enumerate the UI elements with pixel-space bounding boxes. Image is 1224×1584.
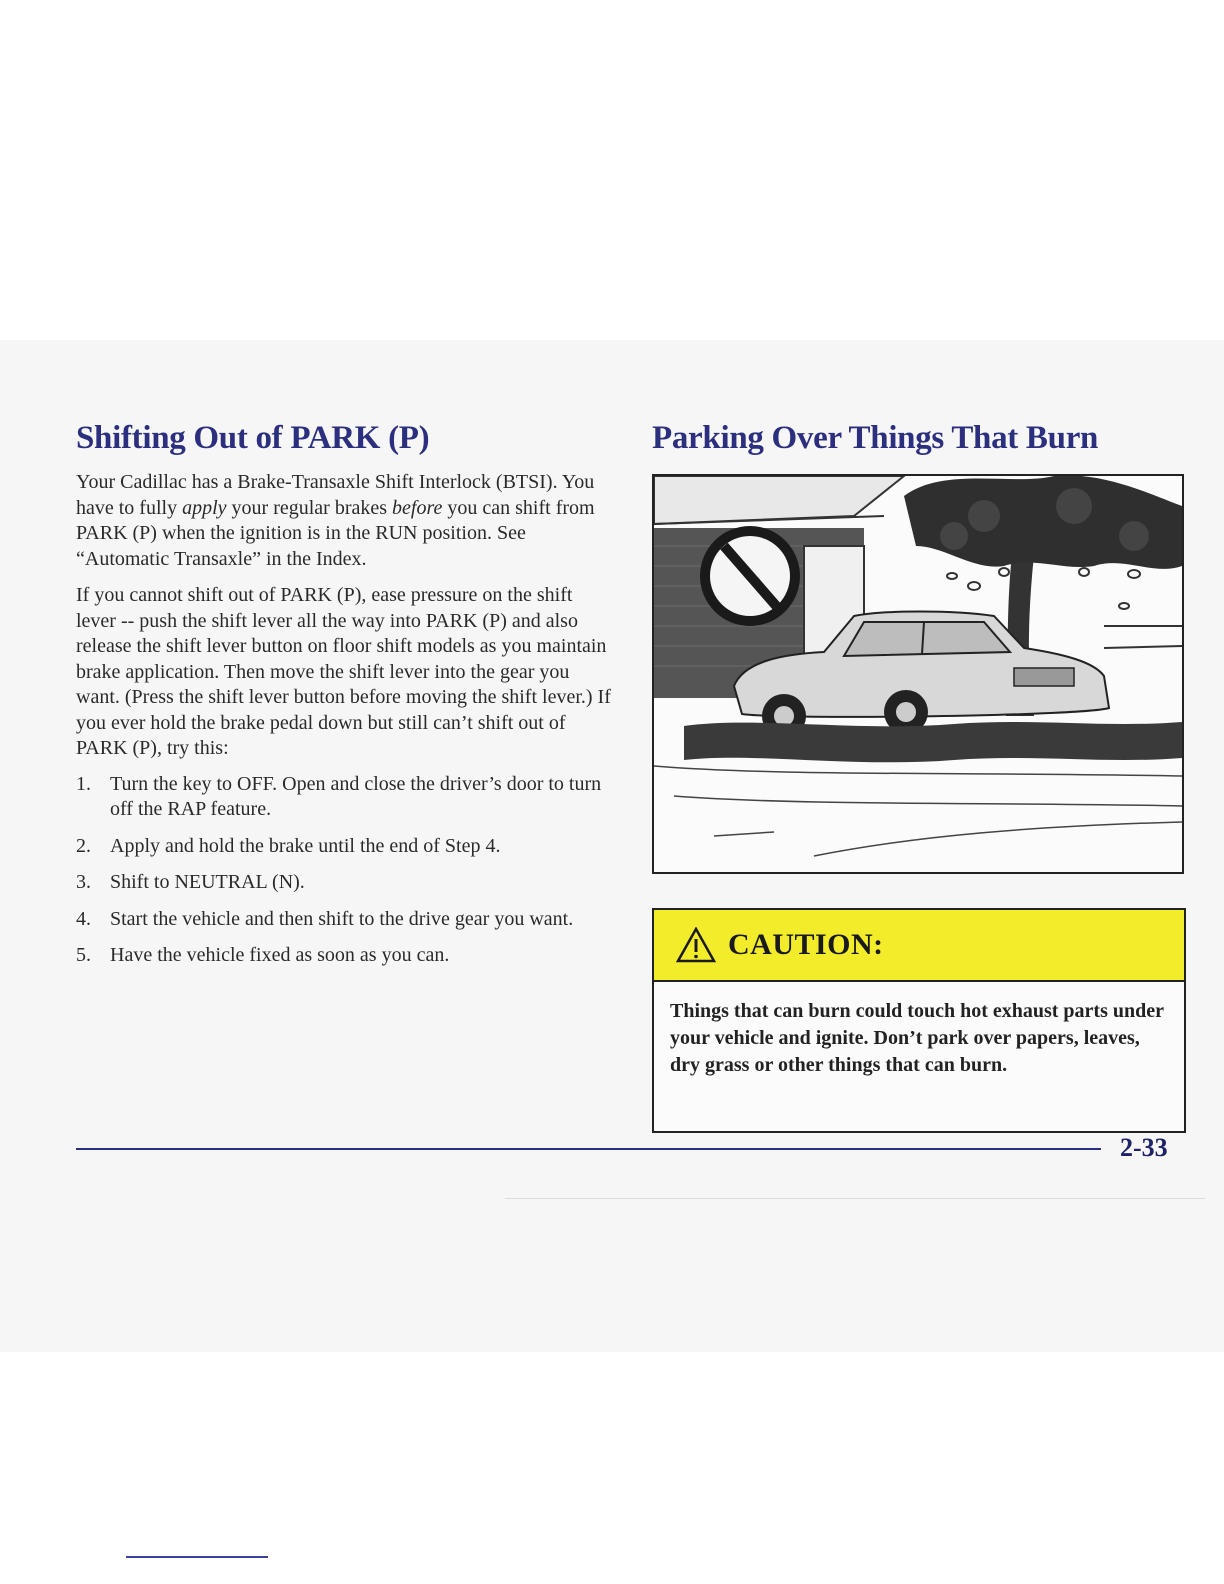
step-number: 3. bbox=[76, 871, 91, 893]
warning-triangle-icon bbox=[676, 927, 716, 963]
list-item bbox=[76, 834, 616, 860]
step-text: Have the vehicle fixed as soon as you can. bbox=[110, 944, 450, 966]
caution-box bbox=[652, 908, 1186, 1133]
steps-list bbox=[76, 772, 616, 969]
text-run: you can shift from PARK (P) when the ignition is in the RUN position. See “Automatic Transaxle” in the Index. bbox=[76, 496, 595, 570]
step-number: 1. bbox=[76, 772, 91, 795]
illustration-drawing bbox=[654, 476, 1182, 872]
page-number: 2-33 bbox=[1120, 1133, 1168, 1162]
emphasis-before: before bbox=[392, 496, 443, 519]
emphasis-apply: apply bbox=[182, 496, 227, 519]
footer-rule bbox=[76, 1148, 1101, 1150]
step-number: 5. bbox=[76, 944, 91, 966]
text-run: Your Cadillac has a Brake-Transaxle Shift Interlock (BTSI). You have to fully bbox=[76, 471, 595, 519]
text-run: your regular brakes bbox=[226, 496, 393, 519]
section-title-parking: Parking Over Things That Burn bbox=[652, 420, 1099, 456]
step-text: Shift to NEUTRAL (N). bbox=[110, 871, 305, 893]
caution-header bbox=[654, 910, 1184, 982]
caution-text: Things that can burn could touch hot exhaust parts under your vehicle and ignite. Don’t park over papers, leaves, dry grass or other things that can burn. bbox=[670, 1000, 1164, 1076]
paragraph-btsi bbox=[76, 470, 616, 572]
right-column bbox=[652, 418, 1192, 1076]
step-text: Turn the key to OFF. Open and close the driver’s door to turn off the RAP feature. bbox=[110, 772, 602, 820]
list-item bbox=[76, 907, 616, 933]
paragraph-cannot-shift: If you cannot shift out of PARK (P), ease pressure on the shift lever -- push the shift lever all the way into PARK (P) and also release the shift lever button on floor shift models as you maintain brake application. Then move the shift lever into the gear you want. (Press the shift lever button before moving the shift lever.) If you ever hold the brake pedal down but still can’t shift out of PARK (P), try this: bbox=[76, 584, 611, 759]
list-item bbox=[76, 772, 616, 823]
step-number: 2. bbox=[76, 834, 91, 857]
divider bbox=[505, 1198, 1205, 1199]
car-parked-over-leaves-illustration bbox=[652, 474, 1184, 874]
step-text: Apply and hold the brake until the end of Step 4. bbox=[110, 834, 501, 857]
list-item bbox=[76, 943, 616, 969]
divider bbox=[126, 1556, 268, 1558]
section-title-shifting: Shifting Out of PARK (P) bbox=[76, 420, 430, 456]
caution-label: CAUTION: bbox=[728, 928, 884, 961]
left-column bbox=[76, 418, 616, 980]
step-text: Start the vehicle and then shift to the drive gear you want. bbox=[110, 907, 574, 930]
list-item bbox=[76, 870, 616, 896]
step-number: 4. bbox=[76, 907, 91, 930]
